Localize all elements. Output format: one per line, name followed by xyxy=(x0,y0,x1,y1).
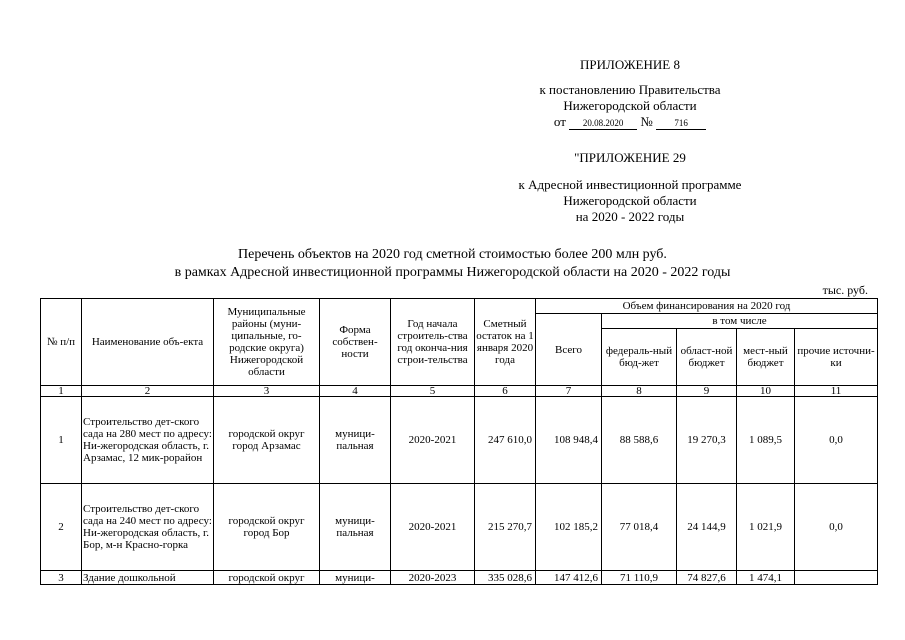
table-row xyxy=(41,484,878,571)
header-no: № п/п xyxy=(41,299,82,386)
appendix-29-title: "ПРИЛОЖЕНИЕ 29 xyxy=(574,150,686,165)
header-name: Наименование объ-екта xyxy=(82,299,214,386)
decree-number: 716 xyxy=(656,118,706,130)
row-years: 2020-2021 xyxy=(391,484,475,571)
row-no: 1 xyxy=(41,397,82,484)
header-district: Муниципальные районы (муни-ципальные, го-родские округа) Нижегородской области xyxy=(214,299,320,386)
column-number: 11 xyxy=(795,386,878,397)
row-name: Строительство дет-ского сада на 240 мест по адресу: Ни-жегородская область, г. Бор, м-н Красно-горка xyxy=(82,484,214,571)
row-other xyxy=(795,571,878,585)
row-district: городской округ xyxy=(214,571,320,585)
row-no: 3 xyxy=(41,571,82,585)
row-ownership: муници- xyxy=(320,571,391,585)
row-ownership: муници-пальная xyxy=(320,397,391,484)
from-label: от xyxy=(553,114,566,129)
column-numbers-row xyxy=(41,386,878,397)
appendix-8-line1: к постановлению Правительства xyxy=(539,82,721,97)
row-federal: 88 588,6 xyxy=(602,397,677,484)
row-total: 108 948,4 xyxy=(536,397,602,484)
row-other: 0,0 xyxy=(795,397,878,484)
appendix-8-date-line xyxy=(480,114,780,130)
doc-title-line1: Перечень объектов на 2020 год сметной стоимостью более 200 млн руб. xyxy=(238,247,667,262)
header-financing: Объем финансирования на 2020 год xyxy=(536,299,878,314)
column-number: 9 xyxy=(677,386,737,397)
appendix-29-line3: на 2020 - 2022 годы xyxy=(575,209,685,224)
number-label: № xyxy=(640,114,653,129)
row-district: городской округ город Бор xyxy=(214,484,320,571)
column-number: 5 xyxy=(391,386,475,397)
header-balance: Сметный остаток на 1 января 2020 года xyxy=(475,299,536,386)
column-number: 7 xyxy=(536,386,602,397)
appendix-8-title: ПРИЛОЖЕНИЕ 8 xyxy=(580,57,680,72)
row-regional: 24 144,9 xyxy=(677,484,737,571)
appendix-29-line1: к Адресной инвестиционной программе xyxy=(518,177,742,192)
column-number: 3 xyxy=(214,386,320,397)
column-number: 4 xyxy=(320,386,391,397)
row-years: 2020-2021 xyxy=(391,397,475,484)
row-name: Строительство дет-ского сада на 280 мест по адресу: Ни-жегородская область, г. Арзамас, 12 мик-рорайон xyxy=(82,397,214,484)
column-number: 8 xyxy=(602,386,677,397)
appendix-29-line2: Нижегородской области xyxy=(563,193,697,208)
header-years: Год начала строитель-ства год оконча-ния строи-тельства xyxy=(391,299,475,386)
row-balance: 335 028,6 xyxy=(475,571,536,585)
row-other: 0,0 xyxy=(795,484,878,571)
row-federal: 77 018,4 xyxy=(602,484,677,571)
table-row xyxy=(41,571,878,585)
row-local: 1 474,1 xyxy=(737,571,795,585)
units-label: тыс. руб. xyxy=(822,283,868,297)
row-no: 2 xyxy=(41,484,82,571)
header-ownership: Форма собствен-ности xyxy=(320,299,391,386)
column-number: 1 xyxy=(41,386,82,397)
header-local: мест-ный бюджет xyxy=(737,329,795,386)
row-balance: 215 270,7 xyxy=(475,484,536,571)
row-name: Здание дошкольной xyxy=(82,571,214,585)
column-number: 10 xyxy=(737,386,795,397)
appendix-8-line2: Нижегородской области xyxy=(563,98,697,113)
row-local: 1 021,9 xyxy=(737,484,795,571)
row-district: городской округ город Арзамас xyxy=(214,397,320,484)
doc-title-line2: в рамках Адресной инвестиционной программы Нижегородской области на 2020 - 2022 годы xyxy=(174,265,731,280)
row-regional: 19 270,3 xyxy=(677,397,737,484)
column-number: 6 xyxy=(475,386,536,397)
row-total: 147 412,6 xyxy=(536,571,602,585)
row-local: 1 089,5 xyxy=(737,397,795,484)
header-including: в том числе xyxy=(602,314,878,329)
header-federal: федераль-ный бюд-жет xyxy=(602,329,677,386)
header-row xyxy=(41,299,878,314)
decree-date: 20.08.2020 xyxy=(569,118,637,130)
row-regional: 74 827,6 xyxy=(677,571,737,585)
column-number: 2 xyxy=(82,386,214,397)
row-balance: 247 610,0 xyxy=(475,397,536,484)
objects-table xyxy=(40,298,878,585)
header-total: Всего xyxy=(536,314,602,386)
row-total: 102 185,2 xyxy=(536,484,602,571)
row-federal: 71 110,9 xyxy=(602,571,677,585)
header-other: прочие источни-ки xyxy=(795,329,878,386)
table-row xyxy=(41,397,878,484)
row-years: 2020-2023 xyxy=(391,571,475,585)
row-ownership: муници-пальная xyxy=(320,484,391,571)
header-regional: област-ной бюджет xyxy=(677,329,737,386)
